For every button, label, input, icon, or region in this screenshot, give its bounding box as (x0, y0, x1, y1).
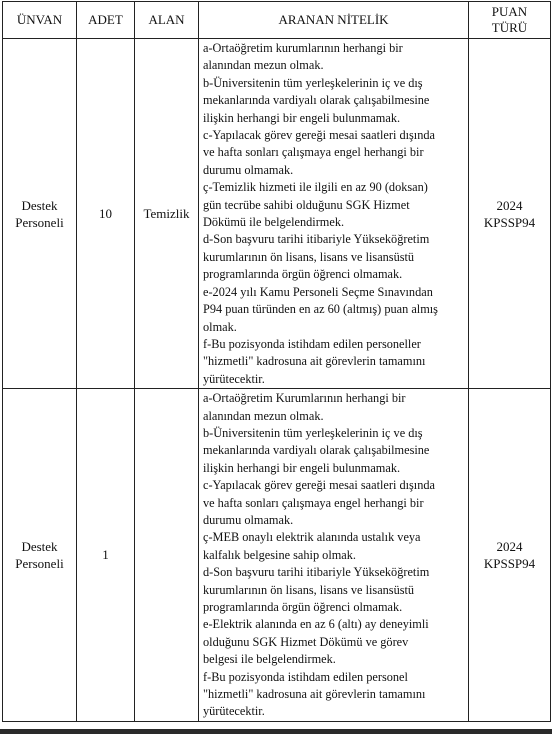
nitelik-line: kurumlarının ön lisans, lisans ve lisansüstü (203, 582, 415, 597)
nitelik-line: durumu olmamak. (203, 512, 294, 527)
unvan-line2: Personeli (15, 555, 64, 571)
nitelik-line: b-Üniversitenin tüm yerleşkelerinin iç ve dış (203, 425, 423, 440)
puan-line2: KPSSP94 (483, 555, 536, 571)
nitelik-line: P94 puan türünden en az 60 (altmış) puan almış (203, 302, 438, 317)
nitelik-line: belgesi ile belgelendirmek. (203, 652, 336, 667)
nitelik-line: alanından mezun olmak. (203, 58, 324, 73)
bottom-edge-bar (0, 729, 552, 734)
unvan-cell (3, 389, 77, 722)
header-aranan-nitelik: ARANAN NİTELİK (199, 2, 469, 39)
nitelik-line: e-2024 yılı Kamu Personeli Seçme Sınavından (203, 284, 433, 299)
nitelik-line: ç-MEB onaylı elektrik alanında ustalık veya (203, 530, 421, 545)
nitelik-line: gün tecrübe sahibi olduğunu SGK Hizmet (203, 197, 410, 212)
unvan-line1: Destek (21, 197, 58, 213)
nitelik-line: durumu olmamak. (203, 162, 294, 177)
nitelik-line: ç-Temizlik hizmeti ile ilgili en az 90 (doksan) (203, 180, 428, 195)
adet-cell: 1 (77, 389, 135, 722)
nitelik-line: a-Ortaöğretim Kurumlarının herhangi bir (203, 391, 406, 406)
nitelik-cell (199, 39, 469, 389)
header-unvan: ÜNVAN (3, 2, 77, 39)
unvan-cell (3, 39, 77, 389)
unvan-line1: Destek (21, 538, 58, 554)
header-puan-turu (469, 2, 551, 39)
puan-cell (469, 39, 551, 389)
nitelik-line: b-Üniversitenin tüm yerleşkelerinin iç ve dış (203, 75, 423, 90)
nitelik-line: ve hafta sonları çalışmaya engel herhangi bir (203, 495, 424, 510)
nitelik-line: e-Elektrik alanında en az 6 (altı) ay deneyimli (203, 617, 429, 632)
nitelik-line: "hizmetli" kadrosuna ait görevlerin tamamını (203, 354, 426, 369)
header-alan: ALAN (135, 2, 199, 39)
nitelik-line: "hizmetli" kadrosuna ait görevlerin tamamını (203, 687, 426, 702)
table-row (3, 389, 551, 722)
nitelik-line: kalfalık belgesine sahip olmak. (203, 547, 356, 562)
job-requirements-table (2, 1, 551, 722)
nitelik-line: c-Yapılacak görev gereği mesai saatleri dışında (203, 128, 435, 143)
nitelik-line: a-Ortaöğretim kurumlarının herhangi bir (203, 41, 403, 55)
nitelik-line: yürütecektir. (203, 704, 265, 719)
nitelik-line: olduğunu SGK Hizmet Dökümü ve görev (203, 634, 409, 649)
nitelik-line: f-Bu pozisyonda istihdam edilen personeller (203, 336, 421, 351)
adet-cell: 10 (77, 39, 135, 389)
nitelik-line: kurumlarının ön lisans, lisans ve lisansüstü (203, 249, 415, 264)
puan-cell (469, 389, 551, 722)
nitelik-line: ve hafta sonları çalışmaya engel herhangi bir (203, 145, 424, 160)
nitelik-line: mekanlarında vardiyalı olarak çalışabilmesine (203, 93, 430, 108)
puan-line2: KPSSP94 (483, 214, 536, 230)
alan-cell (135, 389, 199, 722)
nitelik-line: alanından mezun olmak. (203, 408, 324, 423)
nitelik-line: f-Bu pozisyonda istihdam edilen personel (203, 669, 408, 684)
nitelik-line: Dökümü ile belgelendirmek. (203, 215, 345, 230)
puan-line1: 2024 (496, 197, 523, 213)
header-row (3, 2, 551, 39)
nitelik-line: c-Yapılacak görev gereği mesai saatleri dışında (203, 478, 435, 493)
nitelik-line: d-Son başvuru tarihi itibariyle Yükseköğretim (203, 232, 430, 247)
nitelik-line: yürütecektir. (203, 371, 265, 386)
nitelik-line: olmak. (203, 319, 237, 334)
alan-cell: Temizlik (135, 39, 199, 389)
nitelik-line: ilişkin herhangi bir engeli bulunmamak. (203, 110, 401, 125)
unvan-line2: Personeli (15, 214, 64, 230)
nitelik-line: programlarında örgün öğrenci olmamak. (203, 600, 403, 614)
header-adet: ADET (77, 2, 135, 39)
nitelik-cell (199, 389, 469, 722)
puan-line1: 2024 (496, 538, 523, 554)
nitelik-line: d-Son başvuru tarihi itibariyle Yükseköğretim (203, 565, 430, 580)
header-puan-line2: TÜRÜ (491, 20, 528, 35)
header-puan-line1: PUAN (491, 4, 528, 19)
table-row (3, 39, 551, 389)
nitelik-line: mekanlarında vardiyalı olarak çalışabilmesine (203, 443, 430, 458)
nitelik-line: programlarında örgün öğrenci olmamak. (203, 267, 403, 282)
nitelik-line: ilişkin herhangi bir engeli bulunmamak. (203, 460, 401, 475)
